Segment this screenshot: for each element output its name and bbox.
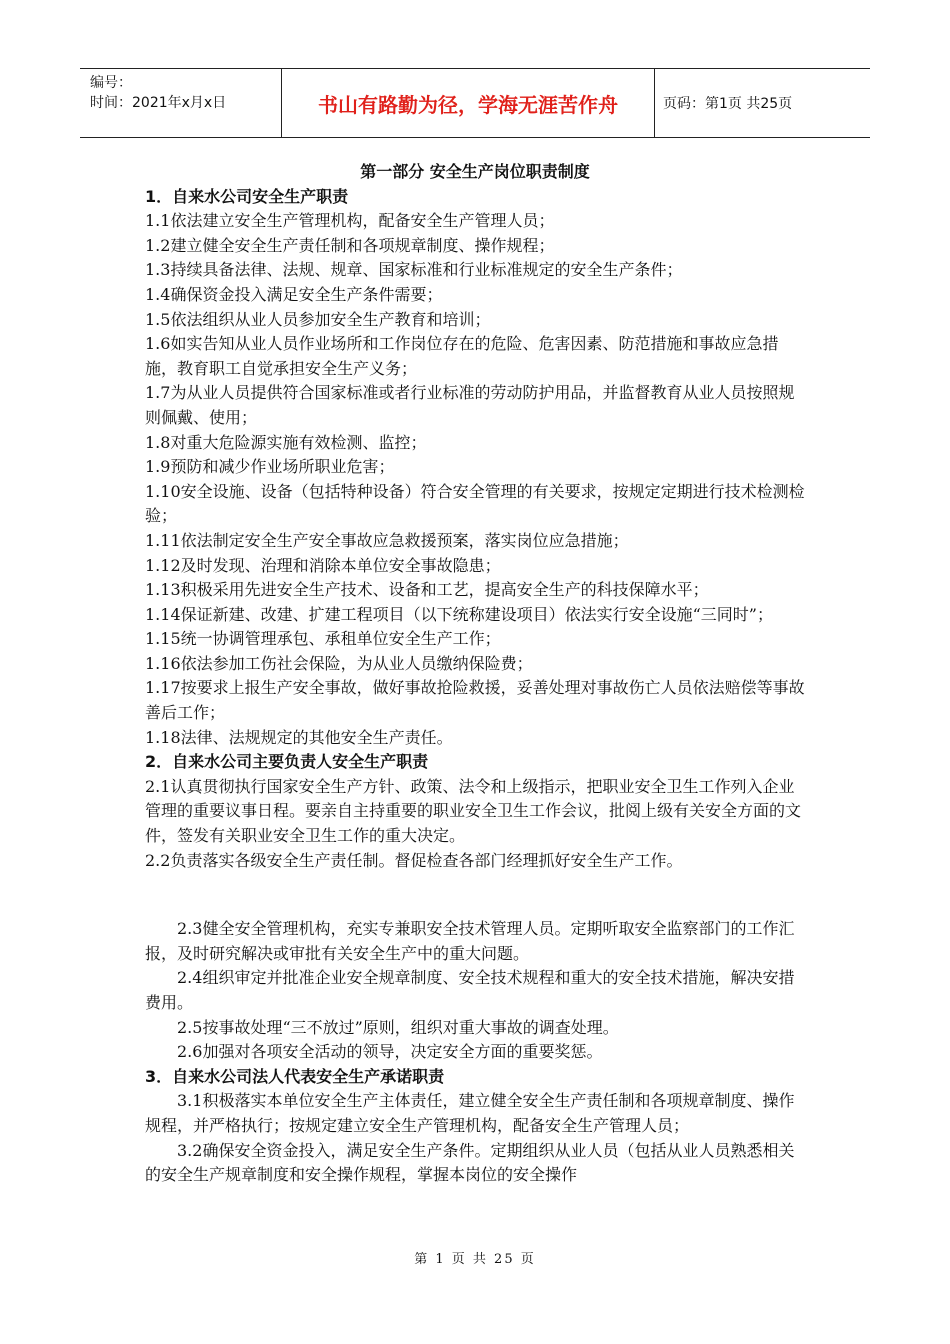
clause-item: 2.4组织审定并批准企业安全规章制度、安全技术规程和重大的安全技术措施，解决安措费用。 (145, 968, 795, 1012)
blank-gap (145, 873, 805, 917)
clause-item: 3.1积极落实本单位安全生产主体责任，建立健全安全生产责任制和各项规章制度、操作规程，并严格执行；按规定建立安全生产管理机构，配备安全生产管理人员； (145, 1091, 795, 1135)
clause-item: 1.8对重大危险源实施有效检测、监控； (145, 432, 427, 452)
document-body (145, 160, 805, 1188)
header-motto: 书山有路勤为径，学海无涯苦作舟 (282, 69, 655, 137)
clause-item: 1.14保证新建、改建、扩建工程项目（以下统称建设项目）依法实行安全设施“三同时”； (145, 604, 773, 624)
clause-item: 1.12及时发现、治理和消除本单位安全事故隐患； (145, 555, 501, 575)
clause-item: 1.10安全设施、设备（包括特种设备）符合安全管理的有关要求，按规定定期进行技术检测检验； (145, 481, 805, 526)
clause-item: 2.6加强对各项安全活动的领导，决定安全方面的重要奖惩。 (177, 1042, 603, 1062)
clause-item: 1.11依法制定安全生产安全事故应急救援预案，落实岗位应急措施； (145, 530, 629, 550)
clause-item: 1.17按要求上报生产安全事故，做好事故抢险救援，妥善处理对事故伤亡人员依法赔偿等事故善后工作； (145, 678, 805, 723)
clause-item: 1.13积极采用先进安全生产技术、设备和工艺，提高安全生产的科技保障水平； (145, 580, 709, 600)
section-1-list (145, 209, 805, 750)
clause-item: 2.3健全安全管理机构，充实专兼职安全技术管理人员。定期听取安全监察部门的工作汇报，及时研究解决或审批有关安全生产中的重大问题。 (145, 919, 795, 963)
page-footer: 第 1 页 共 25 页 (414, 1252, 536, 1267)
clause-item: 1.7为从业人员提供符合国家标准或者行业标准的劳动防护用品，并监督教育从业人员按照规则佩戴、使用； (145, 383, 795, 427)
clause-item: 2.2负责落实各级安全生产责任制。督促检查各部门经理抓好安全生产工作。 (145, 850, 683, 870)
header-page-info: 页码：第1页 共25页 (663, 96, 793, 112)
clause-item: 1.15统一协调管理承包、承租单位安全生产工作； (145, 629, 501, 649)
clause-item: 1.18法律、法规规定的其他安全生产责任。 (145, 727, 453, 747)
clause-item: 1.9预防和减少作业场所职业危害； (145, 457, 395, 477)
section-heading-1: 1．自来水公司安全生产职责 (145, 186, 349, 206)
clause-item: 1.3持续具备法律、法规、规章、国家标准和行业标准规定的安全生产条件； (145, 260, 683, 280)
page-header (80, 68, 870, 138)
clause-item: 2.1认真贯彻执行国家安全生产方针、政策、法令和上级指示，把职业安全卫生工作列入企业管理的重要议事日程。要亲自主持重要的职业安全卫生工作会议，批阅上级有关安全方面的文件，签发有关职业安全卫生工作的重大决定。 (145, 776, 802, 846)
section-2-list-b (145, 917, 805, 1065)
clause-item: 1.1依法建立安全生产管理机构，配备安全生产管理人员； (145, 211, 555, 231)
section-heading-3: 3．自来水公司法人代表安全生产承诺职责 (145, 1066, 445, 1086)
doc-time-label: 时间：2021年x月x日 (90, 95, 227, 111)
section-2-list-a (145, 775, 805, 873)
document-title: 第一部分 安全生产岗位职责制度 (360, 162, 590, 181)
section-3-list (145, 1089, 805, 1187)
clause-item: 1.6如实告知从业人员作业场所和工作岗位存在的危险、危害因素、防范措施和事故应急措施，教育职工自觉承担安全生产义务； (145, 334, 779, 378)
clause-item: 3.2确保安全资金投入，满足安全生产条件。定期组织从业人员（包括从业人员熟悉相关的安全生产规章制度和安全操作规程，掌握本岗位的安全操作 (145, 1140, 795, 1185)
clause-item: 1.16依法参加工伤社会保险，为从业人员缴纳保险费； (145, 653, 533, 673)
section-heading-2: 2．自来水公司主要负责人安全生产职责 (145, 752, 429, 772)
clause-item: 1.2建立健全安全生产责任制和各项规章制度、操作规程； (145, 235, 555, 255)
clause-item: 1.4确保资金投入满足安全生产条件需要； (145, 284, 443, 304)
header-meta (80, 69, 282, 137)
clause-item: 2.5按事故处理“三不放过”原则，组织对重大事故的调查处理。 (177, 1017, 619, 1037)
clause-item: 1.5依法组织从业人员参加安全生产教育和培训； (145, 309, 491, 329)
doc-code-label: 编号： (90, 75, 132, 91)
